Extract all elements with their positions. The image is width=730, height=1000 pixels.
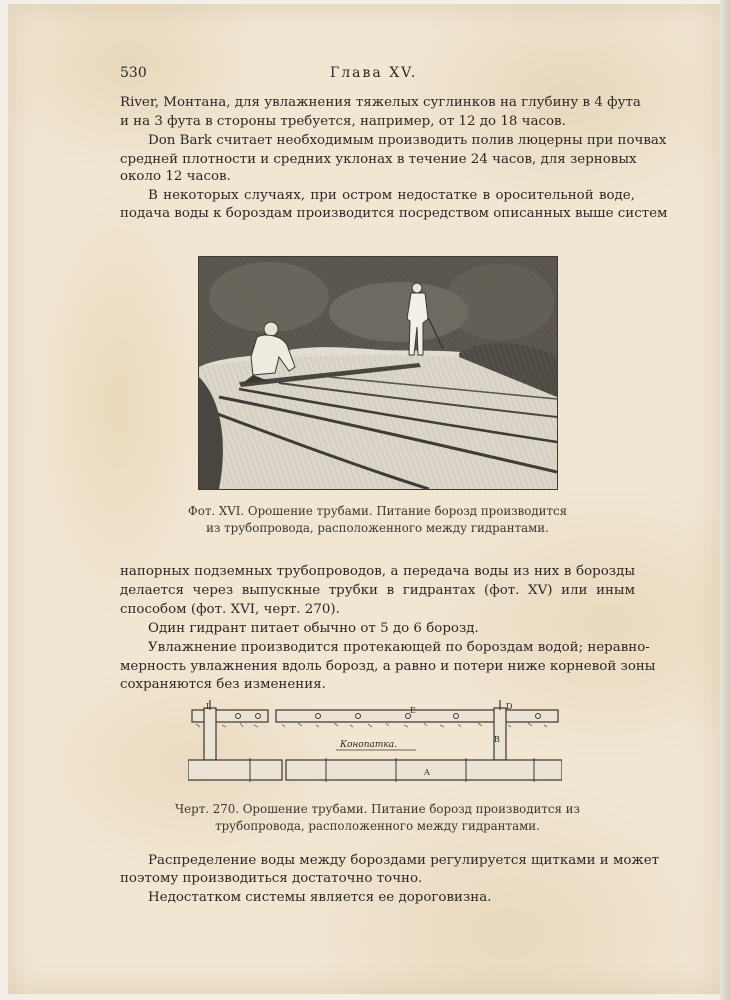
text-line: средней плотности и средних уклонах в течение 24 часов, для зерновых xyxy=(120,152,637,167)
text-line: Недостатком системы является ее дороговизна. xyxy=(148,890,492,905)
drawing-label-d: D xyxy=(506,702,513,711)
text-line: делается через выпускные трубки в гидрантах (фот. XV) или иным xyxy=(120,583,635,598)
page-number: 530 xyxy=(120,65,147,81)
text-line: мерность увлажнения вдоль борозд, а равно и потери ниже корневой зоны xyxy=(120,659,656,674)
chapter-title: Глава XV. xyxy=(330,65,418,81)
text-line: River, Монтана, для увлажнения тяжелых суглинков на глубину в 4 фута xyxy=(120,95,641,110)
photo-caption: из трубопровода, расположенного между гидрантами. xyxy=(206,521,549,535)
photo-caption: Фот. XVI. Орошение трубами. Питание борозд производится xyxy=(187,504,568,518)
drawing-label-i: I xyxy=(206,702,210,711)
irrigation-photo xyxy=(198,256,558,490)
text-line: поэтому производиться достаточно точно. xyxy=(120,871,423,886)
drawing-label-e: E xyxy=(410,706,416,715)
text-line: Один гидрант питает обычно от 5 до 6 борозд. xyxy=(148,621,479,636)
drawing-label-b: B xyxy=(494,735,500,744)
page-edge-shadow xyxy=(720,0,730,1000)
drawing-label-handwritten: Конопатка. xyxy=(340,740,398,750)
pipe-drawing xyxy=(188,700,562,786)
text-line: сохраняются без изменения. xyxy=(120,677,326,692)
text-line: Увлажнение производится протекающей по бороздам водой; неравно- xyxy=(148,640,650,655)
text-line: Распределение воды между бороздами регулируется щитками и может xyxy=(148,853,660,868)
text-line: и на 3 фута в стороны требуется, например, от 12 до 18 часов. xyxy=(120,114,566,129)
text-line: около 12 часов. xyxy=(120,169,231,184)
drawing-label-a: A xyxy=(424,768,430,777)
drawing-caption: Черт. 270. Орошение трубами. Питание борозд производится из xyxy=(175,802,580,816)
text-line: В некоторых случаях, при остром недостатке в оросительной воде, xyxy=(148,188,635,203)
text-line: Don Bark считает необходимым производить полив люцерны при почвах xyxy=(148,133,667,148)
text-line: напорных подземных трубопроводов, а передача воды из них в борозды xyxy=(120,564,635,579)
text-line: способом (фот. XVI, черт. 270). xyxy=(120,602,340,617)
text-line: подача воды к бороздам производится посредством описанных выше систем xyxy=(120,206,668,221)
drawing-caption: трубопровода, расположенного между гидрантами. xyxy=(215,819,540,833)
